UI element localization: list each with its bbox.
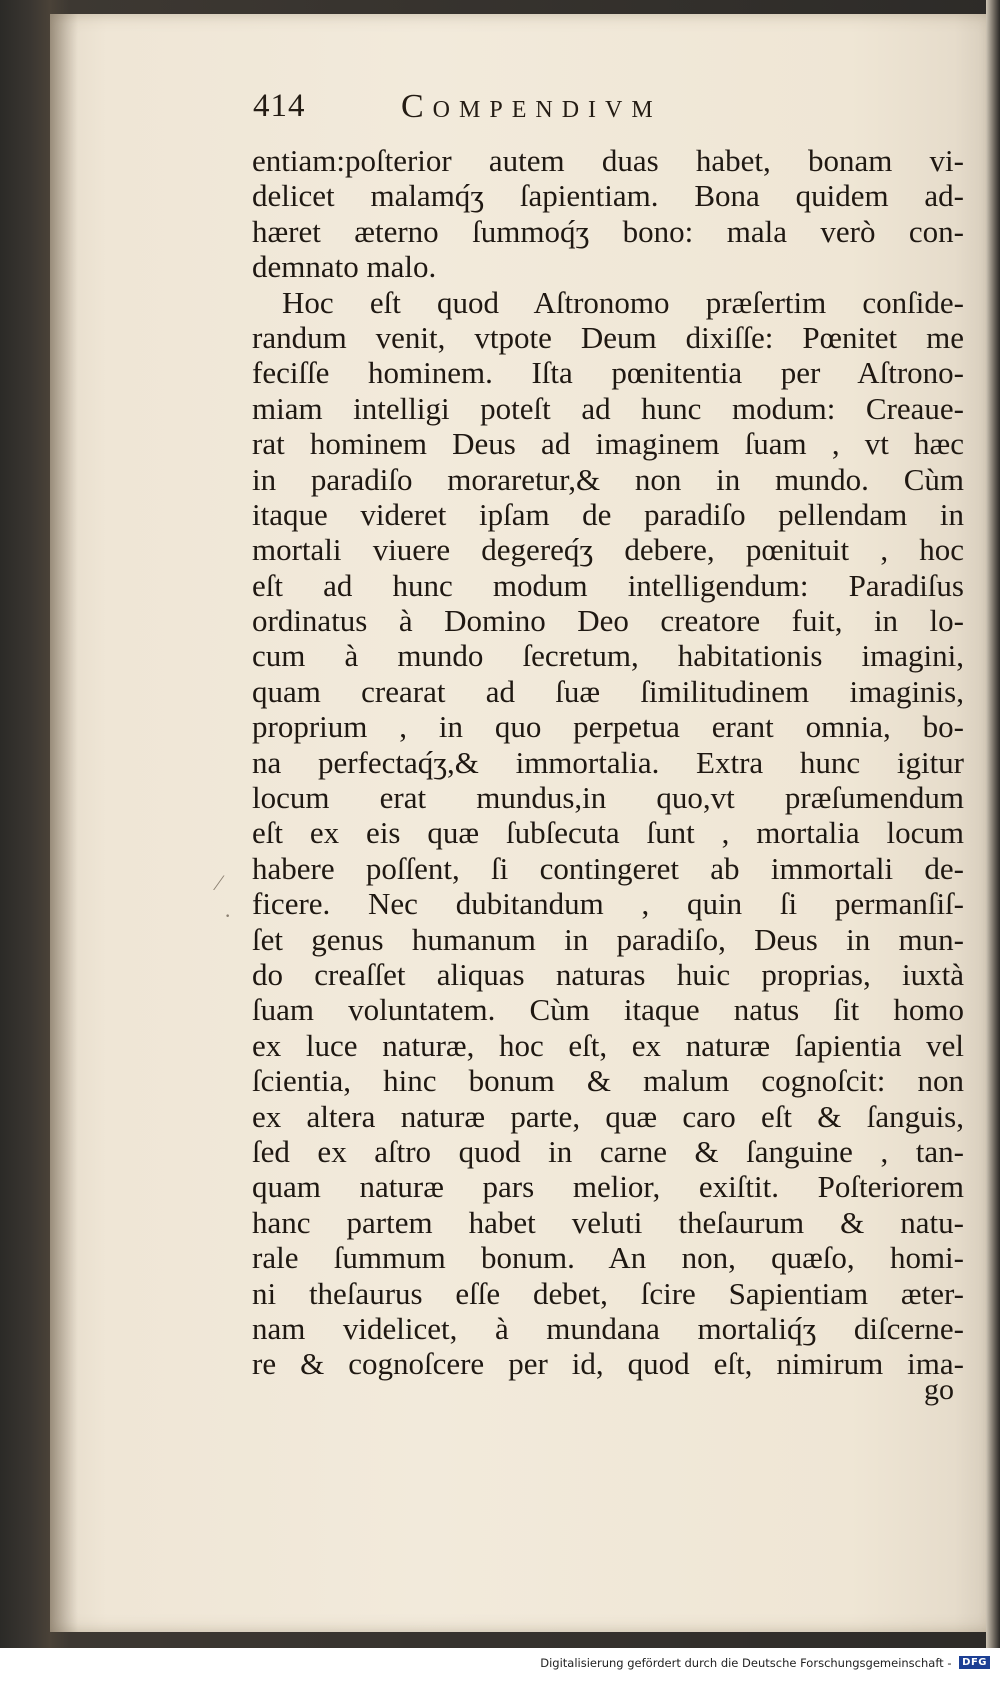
text-line: nam videlicet, à mundana mortaliq́ʒ diſcerne- xyxy=(252,1310,964,1346)
text-line: demnato malo. xyxy=(252,249,437,285)
text-line: randum venit, vtpote Deum dixiſſe: Pœnitet me xyxy=(252,319,964,355)
text-line: re & cognoſcere per id, quod eſt, nimirum ima- xyxy=(252,1346,964,1382)
text-line: itaque videret ipſam de paradiſo pellendam in xyxy=(252,496,964,532)
text-line: in paradiſo moraretur,& non in mundo. Cùm xyxy=(252,461,964,497)
text-line: do creaſſet aliquas naturas huic proprias, iuxtà xyxy=(252,956,964,992)
text-line: quam naturæ pars melior, exiſtit. Poſteriorem xyxy=(252,1169,964,1205)
text-line: habere poſſent, ſi contingeret ab immortali de- xyxy=(252,850,964,886)
text-line: eſt ad hunc modum intelligendum: Paradiſus xyxy=(252,567,964,603)
running-title: Compendivm xyxy=(401,88,662,125)
text-line: ni theſaurus eſſe debet, ſcire Sapientiam æter- xyxy=(252,1275,964,1311)
text-line: delicet malamq́ʒ ſapientiam. Bona quidem ad- xyxy=(252,178,964,214)
text-line: quam crearat ad ſuæ ſimilitudinem imaginis, xyxy=(252,673,964,709)
text-line: entiam:poſterior autem duas habet, bonam vi- xyxy=(252,143,964,178)
text-line: ſuam voluntatem. Cùm itaque natus ſit homo xyxy=(252,992,964,1028)
text-line: hanc partem habet veluti theſaurum & natu- xyxy=(252,1204,964,1240)
text-line: na perfectaq́ʒ,& immortalia. Extra hunc igitur xyxy=(252,744,964,780)
text-line: hæret æterno ſummoq́ʒ bono: mala verò con- xyxy=(252,213,964,249)
margin-mark: · xyxy=(224,903,232,928)
text-line: ſcientia, hinc bonum & malum cognoſcit: non xyxy=(252,1063,964,1099)
page-number: 414 xyxy=(253,88,306,124)
catchword: go xyxy=(924,1373,954,1406)
page-edge xyxy=(986,0,1000,1648)
dfg-logo: DFG xyxy=(959,1656,990,1669)
text-line: ordinatus à Domino Deo creatore fuit, in lo- xyxy=(252,603,964,639)
footer-credit: Digitalisierung gefördert durch die Deutsche Forschungsgemeinschaft - xyxy=(540,1655,952,1670)
text-line: ſed ex aſtro quod in carne & ſanguine , tan- xyxy=(252,1133,964,1169)
text-line: mortali viuere degereq́ʒ debere, pœnituit , hoc xyxy=(252,532,964,568)
text-line: rale ſummum bonum. An non, quæſo, homi- xyxy=(252,1240,964,1276)
text-line: ex luce naturæ, hoc eſt, ex naturæ ſapientia vel xyxy=(252,1027,964,1063)
text-line: eſt ex eis quæ ſubſecuta ſunt , mortalia locum xyxy=(252,815,964,851)
text-line: feciſſe hominem. Iſta pœnitentia per Aſtrono- xyxy=(252,355,964,391)
spine-shadow xyxy=(50,14,78,1632)
text-line: miam intelligi poteſt ad hunc modum: Creaue- xyxy=(252,390,964,426)
text-line: ſet genus humanum in paradiſo, Deus in mun- xyxy=(252,921,964,957)
page-header xyxy=(253,88,953,138)
text-line: ficere. Nec dubitandum , quin ſi permanſiſ- xyxy=(252,886,964,922)
body-text xyxy=(252,143,964,1382)
margin-mark: ⁄ xyxy=(217,870,221,895)
text-line: ex altera naturæ parte, quæ caro eſt & ſanguis, xyxy=(252,1098,964,1134)
text-line: cum à mundo ſecretum, habitationis imagini, xyxy=(252,638,964,674)
text-line: Hoc eſt quod Aſtronomo præſertim conſide- xyxy=(282,284,964,320)
text-line: proprium , in quo perpetua erant omnia, bo- xyxy=(252,709,964,745)
text-line: locum erat mundus,in quo,vt præſumendum xyxy=(252,780,964,816)
text-line: rat hominem Deus ad imaginem ſuam , vt hæc xyxy=(252,426,964,462)
digitization-footer xyxy=(0,1655,990,1679)
